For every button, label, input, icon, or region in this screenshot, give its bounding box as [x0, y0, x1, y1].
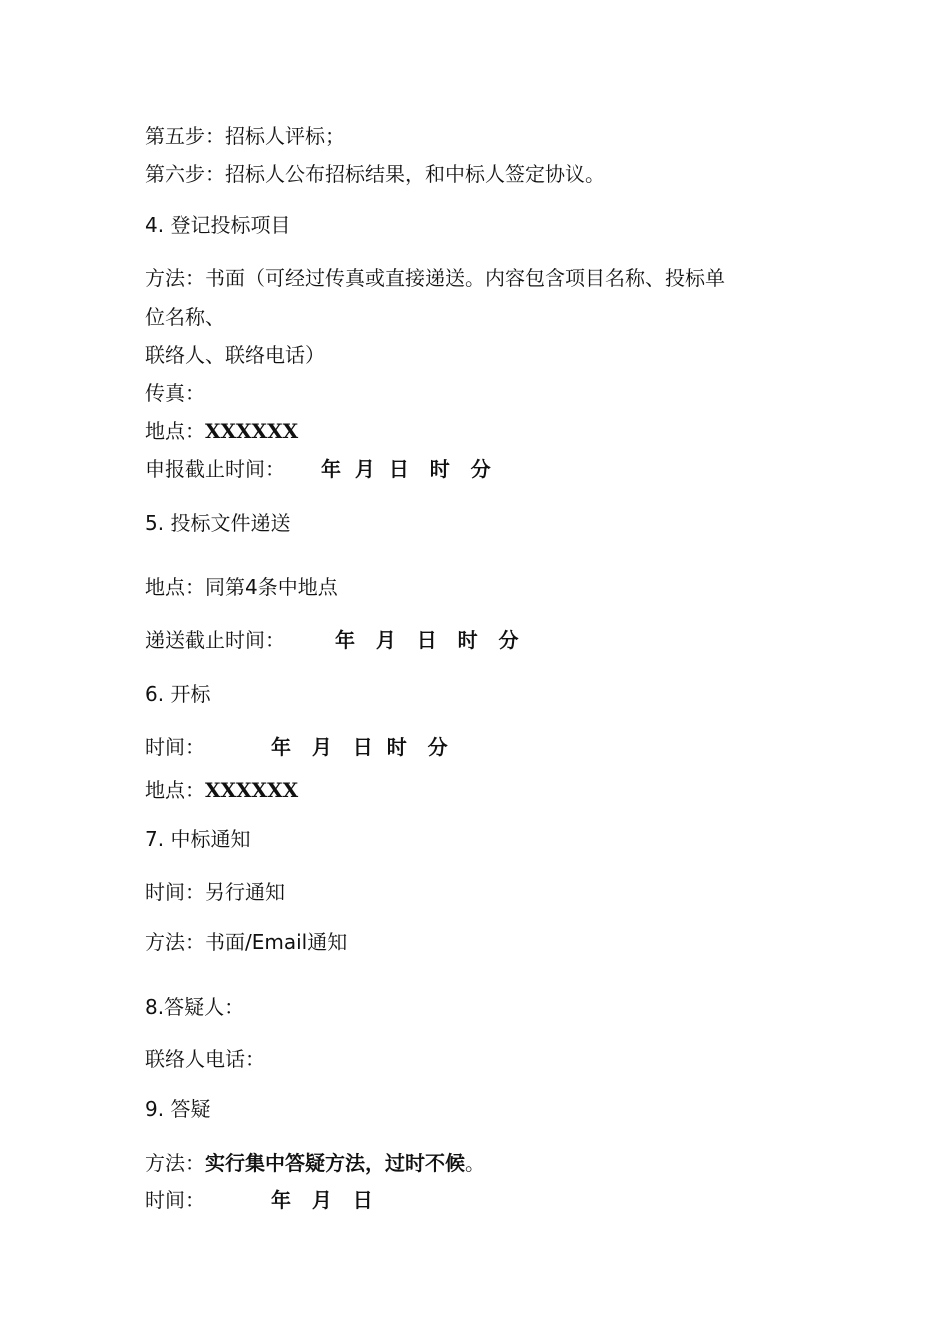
section-4-method-line-2: 位名称、: [145, 305, 225, 329]
time-label: 时间：: [145, 735, 205, 759]
method-label: 方法：: [145, 1151, 205, 1175]
place-value: XXXXXX: [205, 419, 299, 443]
section-4-fax: 传真：: [145, 381, 205, 405]
section-4-heading: 4. 登记投标项目: [145, 213, 291, 237]
deadline-value: 年 月 日 时 分: [321, 457, 491, 481]
section-7-heading: 7. 中标通知: [145, 827, 251, 851]
method-end: 。: [465, 1151, 485, 1175]
deadline-value: 年 月 日 时 分: [335, 628, 519, 652]
section-5-heading: 5. 投标文件递送: [145, 511, 291, 535]
section-9-method: [145, 1150, 485, 1176]
section-4-place: [145, 418, 298, 444]
place-label: 地点：: [145, 419, 205, 443]
section-7-time: 时间：另行通知: [145, 880, 285, 904]
section-4-deadline: [145, 456, 491, 482]
section-9-heading: 9. 答疑: [145, 1097, 211, 1121]
deadline-label: 申报截止时间：: [145, 457, 285, 481]
section-7-method: 方法：书面/Email通知: [145, 930, 348, 954]
section-4-method-line-3: 联络人、联络电话）: [145, 343, 325, 367]
section-8-phone: 联络人电话：: [145, 1047, 265, 1071]
step-six-text: 第六步：招标人公布招标结果，和中标人签定协议。: [145, 162, 605, 186]
section-6-heading: 6. 开标: [145, 682, 211, 706]
section-8-heading: 8.答疑人：: [145, 995, 245, 1019]
section-6-place: [145, 777, 298, 803]
deadline-label: 递送截止时间：: [145, 628, 285, 652]
time-label: 时间：: [145, 1188, 205, 1212]
section-6-time: [145, 734, 448, 760]
place-label: 地点：: [145, 778, 205, 802]
method-value: 实行集中答疑方法，过时不候: [205, 1151, 465, 1175]
section-9-time: [145, 1187, 373, 1213]
time-value: 年 月 日: [271, 1188, 373, 1212]
place-value: XXXXXX: [205, 778, 299, 802]
section-5-deadline: [145, 627, 519, 653]
section-5-place: 地点：同第4条中地点: [145, 575, 338, 599]
step-five-text: 第五步：招标人评标；: [145, 124, 345, 148]
section-4-method-line-1: 方法：书面（可经过传真或直接递送。内容包含项目名称、投标单: [145, 266, 725, 290]
time-value: 年 月 日 时 分: [271, 735, 448, 759]
